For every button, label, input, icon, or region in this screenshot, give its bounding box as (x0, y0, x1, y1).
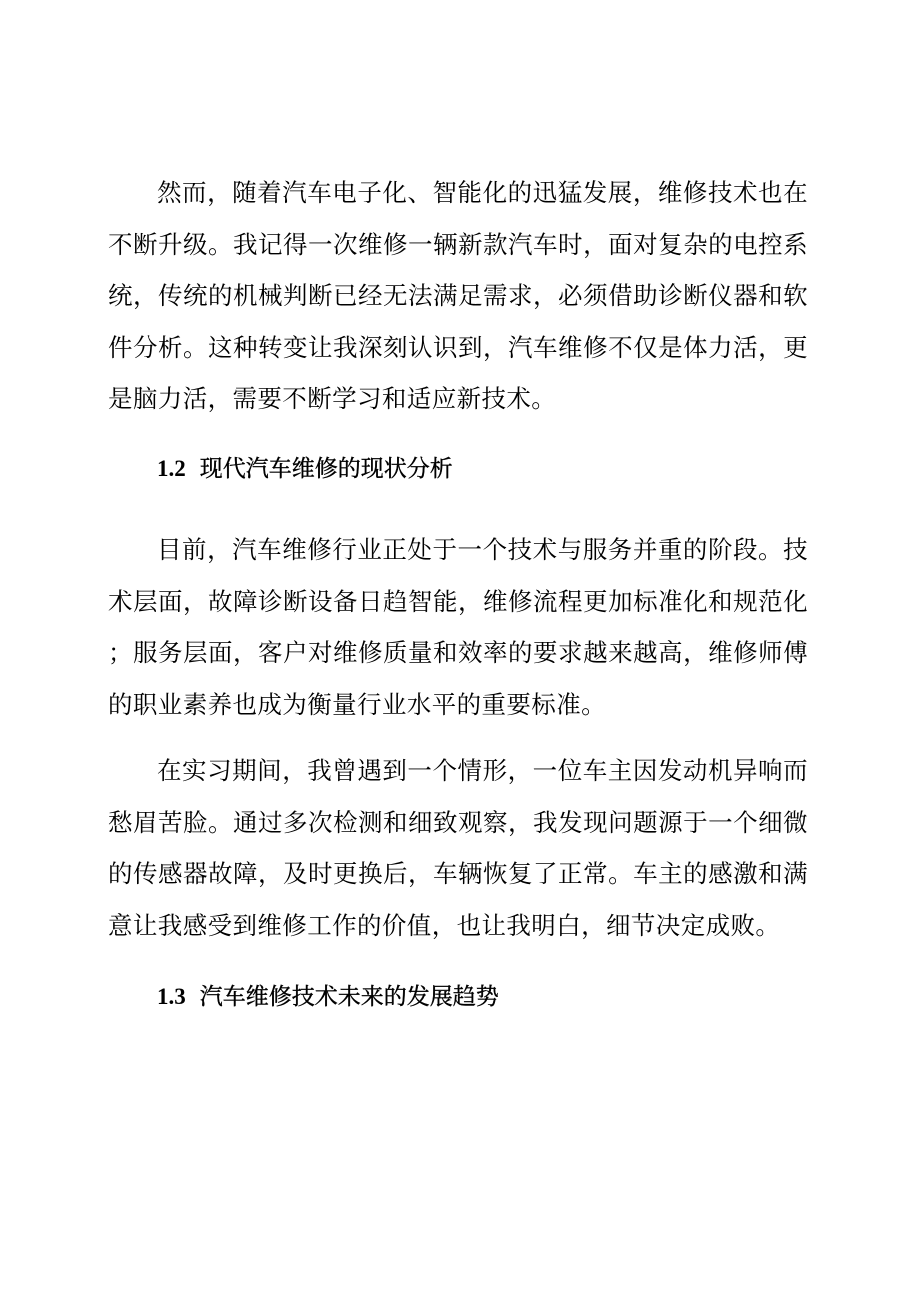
paragraph-industry-status: 目前，汽车维修行业正处于一个技术与服务并重的阶段。技术层面，故障诊断设备日趋智能，维修流程更加标准化和规范化；服务层面，客户对维修质量和效率的要求越来越高，维修师傅的职业素养也成为衡量行业水平的重要标准。 (108, 535, 808, 719)
section-title: 现代汽车维修的现状分析 (199, 456, 453, 482)
paragraph-electronic-upgrade: 然而，随着汽车电子化、智能化的迅猛发展，维修技术也在不断升级。我记得一次维修一辆新款汽车时，面对复杂的电控系统，传统的机械判断已经无法满足需求，必须借助诊断仪器和软件分析。这种转变让我深刻认识到，汽车维修不仅是体力活，更是脑力活，需要不断学习和适应新技术。 (108, 178, 808, 413)
section-number: 1.2 (157, 456, 186, 481)
section-number: 1.3 (157, 984, 186, 1009)
section-title: 汽车维修技术未来的发展趋势 (199, 984, 499, 1010)
paragraph-internship-experience: 在实习期间，我曾遇到一个情形，一位车主因发动机异响而愁眉苦脸。通过多次检测和细致观察，我发现问题源于一个细微的传感器故障，及时更换后，车辆恢复了正常。车主的感激和满意让我感受到维修工作的价值，也让我明白，细节决定成败。 (108, 756, 808, 940)
section-heading-1-3 (157, 982, 499, 1012)
section-heading-1-2 (157, 454, 453, 484)
